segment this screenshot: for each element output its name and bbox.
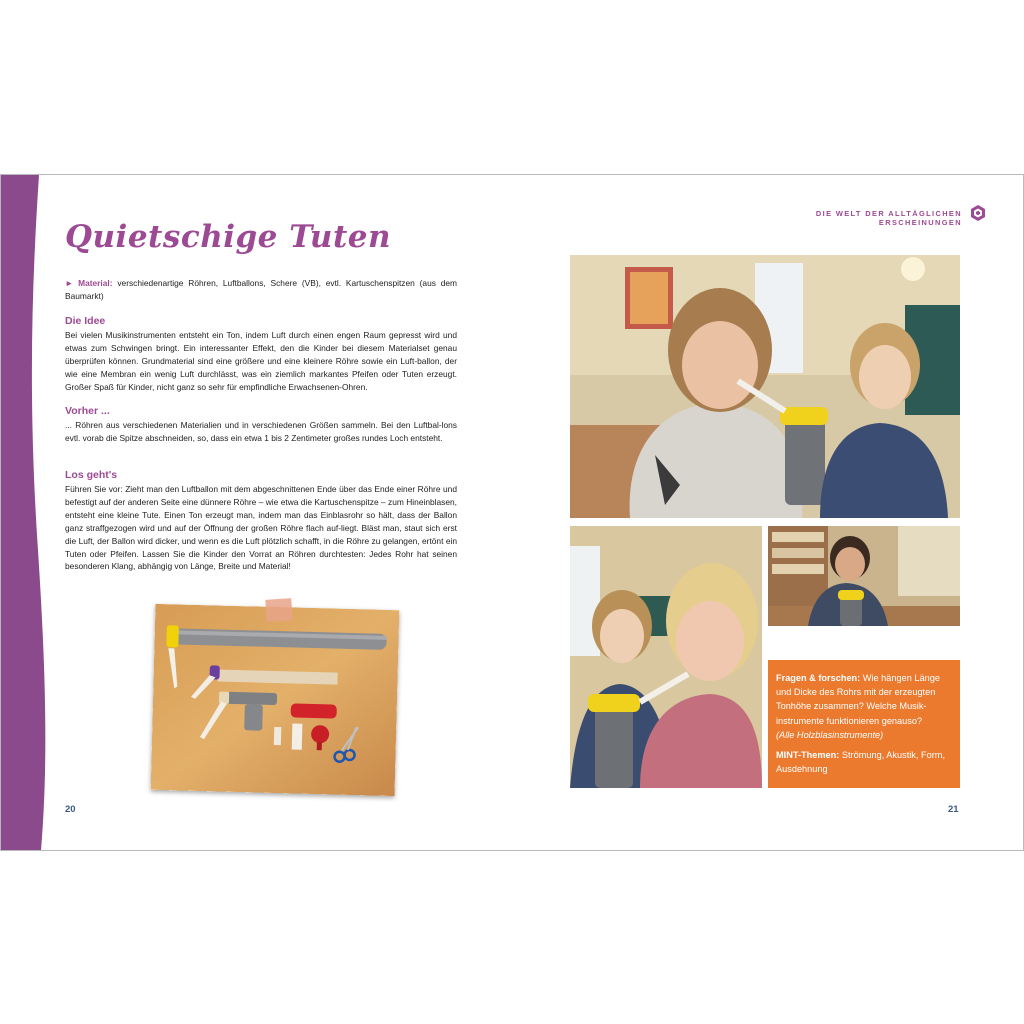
section-text-vorher: ... Röhren aus verschiedenen Materialien und in verschiedenen Größen sammeln. Bei den Luftbal-lons evtl. vorab die Spitze abschneiden, so, dass ein etwa 1 bis 2 Zentimeter großes rundes Loch entsteht. <box>65 420 457 443</box>
hexagon-icon <box>969 204 987 222</box>
page-title: Quietschige Tuten <box>65 219 392 255</box>
tape-strip <box>265 598 292 622</box>
right-page <box>512 175 1023 850</box>
section-heading-idee: Die Idee <box>65 315 106 327</box>
running-head: DIE WELT DER ALLTÄGLICHEN ERSCHEINUNGEN <box>815 209 962 227</box>
purple-margin-band <box>1 175 61 850</box>
page-number-left: 20 <box>65 804 76 815</box>
material-label: ► Material: <box>65 278 113 288</box>
mint-text: Strömung, Akustik, Form, Ausdehnung <box>776 750 945 775</box>
mint-block <box>776 748 952 776</box>
section-text-los-gehts: Führen Sie vor: Zieht man den Luftballon mit dem abgeschnittenen Ende über das Ende einer Röhre und befestigt auf der anderen Seite eine dünnere Röhre – wie etwa die Kartuschenspitze – zum Hineinblasen, entsteht eine kleine Tute. Einen Ton erzeugt man, indem man das Einblasrohr so hält, dass der Ballon ganz straffgezogen wird und auf der Öffnung der großen Röhre flach auf-liegt. Bläst man, staut sich erst die Luft, der Ballon wird dicker, und wenn es die Luft plötzlich schafft, in die Röhre zu gelangen, ertönt ein Tuten oder Pfeifen. Lassen Sie die Kinder den Vorrat an Röhren durchtesten: Jedes Rohr hat seinen besonderen Klang, abhängig von Länge, Breite und Material! <box>65 484 457 572</box>
materials-photo <box>151 604 400 796</box>
question-hint: (Alle Holzblasinstrumente) <box>776 729 884 740</box>
section-heading-los-gehts: Los geht's <box>65 469 118 481</box>
material-text: verschiedenartige Röhren, Luftballons, Schere (VB), evtl. Kartuschenspitzen (aus dem Baumarkt) <box>65 278 458 301</box>
page-number-right: 21 <box>948 804 959 815</box>
info-box-fragen-forschen <box>768 660 960 788</box>
book-spread <box>0 174 1024 851</box>
photo-two-children <box>570 526 762 788</box>
section-text-idee: Bei vielen Musikinstrumenten entsteht ein Ton, indem Luft durch einen engen Raum gepresst wird und etwas zum Schwingen bringt. Ein interessanter Effekt, den die Kinder bei diesem Materialset genau überprüfen können. Grundmaterial sind eine größere und eine kleinere Röhre sowie ein Luft-ballon, der wie eine Membran ein wenig Luft durchlässt, was ein ziemlich markantes Pfeifen oder Tuten erzeugt. Großer Spaß für Kinder, nicht ganz so sehr für empfindliche Erwachsenen-Ohren. <box>65 330 457 392</box>
question-text: Wie hängen Länge und Dicke des Rohrs mit der erzeugten Tonhöhe zusammen? Welche Musik-instrumente funktionieren genauso? <box>776 673 940 726</box>
photo-children-blowing-tubes <box>570 255 960 518</box>
mint-label: MINT-Themen: <box>776 750 840 761</box>
question-label: Fragen & forschen: <box>776 673 861 683</box>
question-block <box>776 671 952 742</box>
left-page <box>1 175 512 850</box>
section-heading-vorher: Vorher ... <box>65 405 110 417</box>
material-paragraph <box>65 277 457 303</box>
photo-boy-with-tube <box>768 526 960 626</box>
